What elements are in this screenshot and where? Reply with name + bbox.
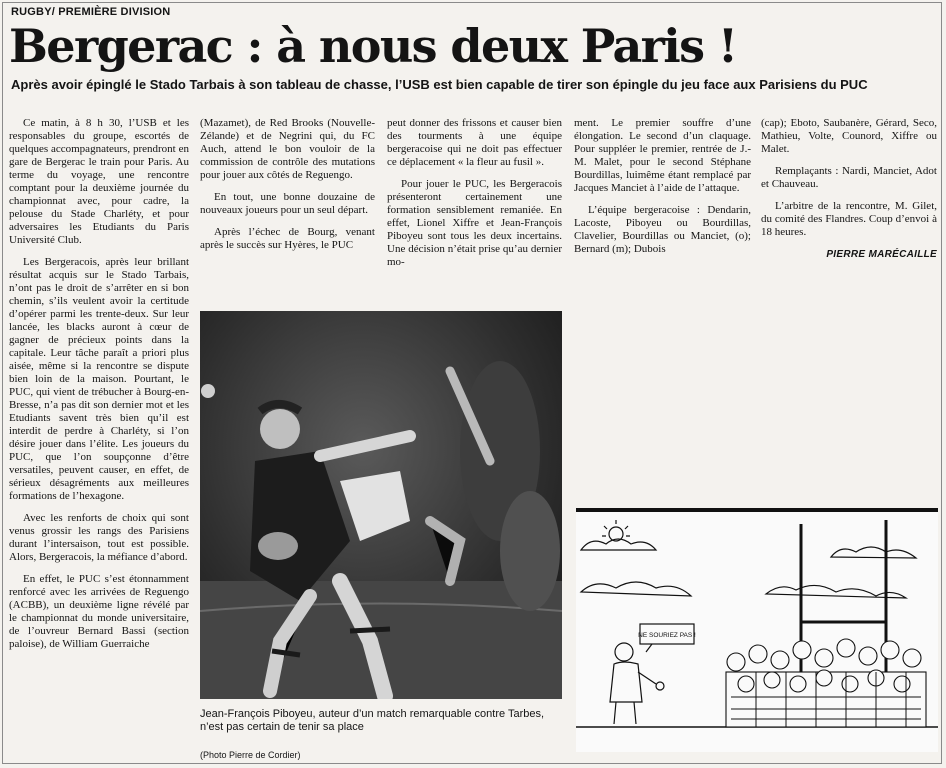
paragraph: Avec les renforts de choix qui sont venus grossir les rangs des Parisiens durant l’intersaison, tout est possible. Alors, Bergeracois, la méfiance d’abord. <box>9 512 189 563</box>
article-column-2 <box>200 117 375 261</box>
article-column-3 <box>387 117 562 278</box>
paragraph: En tout, une bonne douzaine de nouveaux joueurs pour un seul départ. <box>200 191 375 216</box>
article-column-1 <box>9 117 189 660</box>
paragraph: Ce matin, à 8 h 30, l’USB et les responsables du groupe, escortés de quelques accompagnateurs, prendront en gare de Bergerac le train pour Paris. Au terme du voyage, une rencontre comptant pour la deuxième journée du championnat avec, pour cadre, la pelouse du Stade Charléty, et pour adversaires les Etudiants du Paris Université Club. <box>9 117 189 246</box>
paragraph: L’arbitre de la rencontre, M. Gilet, du comité des Flandres. Coup d’envoi à 18 heures. <box>761 200 937 238</box>
photo-caption: Jean-François Piboyeu, auteur d’un match remarquable contre Tarbes, n’est pas certain de tenir sa place <box>200 708 545 733</box>
rugby-player-photo <box>200 311 562 699</box>
paragraph: (Mazamet), de Red Brooks (Nouvelle-Zélande) et de Negrini qui, du FC Auch, attend le bon vouloir de la commission de contrôle des mutations pour jouer aux côtés de Reguengo. <box>200 117 375 181</box>
byline: PIERRE MARÉCAILLE <box>826 249 937 260</box>
paragraph: Pour jouer le PUC, les Bergeracois présenteront certainement une formation sensiblement remaniée. En effet, Lionel Xiffre et Jean-François Piboyeu sont tous les deux incertains. Une décision n’était prise qu’au dernier mo- <box>387 178 562 268</box>
photo-credit: (Photo Pierre de Cordier) <box>200 750 301 760</box>
rugby-cartoon <box>576 508 938 752</box>
cartoon-sign-text: NE SOURIEZ PAS ! <box>638 632 696 639</box>
section-label: RUGBY/ PREMIÈRE DIVISION <box>11 6 171 18</box>
paragraph: Remplaçants : Nardi, Manciet, Adot et Chauveau. <box>761 165 937 190</box>
paragraph: ment. Le premier souffre d’une élongation. Le second d’un claquage. Pour suppléer le premier, rentrée de J.-M. Malet, pour le second Stéphane Bourdillas, luimême étant remplacé par Jacques Manciet à l’aide de l’attaque. <box>574 117 751 194</box>
paragraph: En effet, le PUC s’est étonnamment renforcé avec les arrivées de Reguengo (ACBB), un deuxième ligne révélé par le championnat du monde universitaire, de l’ouvreur Bernard Bassi (section paloise), de William Guerraiche <box>9 573 189 650</box>
paragraph: peut donner des frissons et causer bien des tourments à une équipe bergeracoise qui ne doit pas effectuer ce déplacement « la fleur au fusil ». <box>387 117 562 168</box>
headline: Bergerac : à nous deux Paris ! <box>9 19 737 73</box>
article-column-5 <box>761 117 937 261</box>
cartoon-drawing <box>576 512 938 748</box>
deck-subheading: Après avoir épinglé le Stado Tarbais à son tableau de chasse, l’USB est bien capable de tirer son épingle du jeu face aux Parisiens du PUC <box>11 77 868 92</box>
paragraph: Les Bergeracois, après leur brillant résultat acquis sur le Stado Tarbais, n’ont pas le droit de s’arrêter en si bon chemin, s’ils veulent avoir la certitude d’opérer parmi les trente-deux. Sur leur lancée, les blacks auront à cœur de gagner de précieux points dans la capitale. Leur tâche paraît a priori plus aisée, même si la rencontre se dispute bien loin de la maison. Pourtant, le PUC, qui vient de trébucher à Bourg-en-Bresse, n’a pas dit son dernier mot et les Etudiants savent très bien qu’il est interdit de perdre à Charléty, si l’on désire jouer dans l’élite. Les joueurs du PUC, que l’on soupçonne d’être versatiles, peuvent causer, en effet, de sérieux désagréments aux meilleures formations de l’hexagone. <box>9 256 189 502</box>
paragraph: L’équipe bergeracoise : Dendarin, Lacoste, Piboyeu ou Bourdillas, Clavelier, Bourdillas ou Manciet, (o); Bernard (m); Dubois <box>574 204 751 255</box>
newspaper-clipping <box>2 2 942 764</box>
photo-illustration <box>200 311 562 699</box>
article-column-4 <box>574 117 751 265</box>
paragraph: (cap); Eboto, Saubanère, Gérard, Seco, Mathieu, Volte, Counord, Xiffre ou Malet. <box>761 117 937 155</box>
paragraph: Après l’échec de Bourg, venant après le succès sur Hyères, le PUC <box>200 226 375 251</box>
